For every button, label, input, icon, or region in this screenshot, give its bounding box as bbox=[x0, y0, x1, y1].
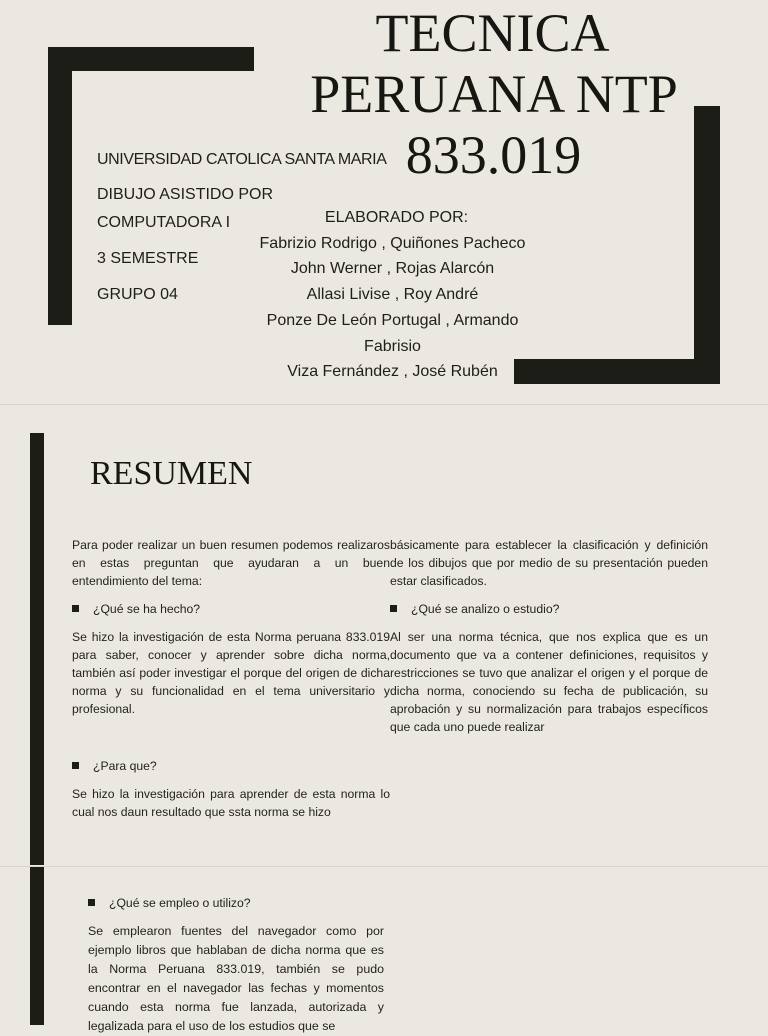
bullet-square-icon bbox=[390, 605, 397, 612]
methods-left-bar bbox=[30, 867, 44, 1025]
author-2: John Werner , Rojas Alarcón bbox=[290, 260, 495, 278]
summary-title: RESUMEN bbox=[90, 455, 253, 492]
methods-slide bbox=[0, 866, 768, 1033]
author-5: Viza Fernández , José Rubén bbox=[287, 363, 498, 381]
authors-heading: ELABORADO POR: bbox=[324, 209, 469, 226]
author-3: Allasi Livise , Roy André bbox=[306, 286, 479, 304]
title-line-3: 833.019 bbox=[405, 125, 582, 185]
bullet-square-icon bbox=[72, 605, 79, 612]
author-4: Ponze De León Portugal , Armando bbox=[266, 311, 519, 329]
course-name-line1: DIBUJO ASISTIDO POR bbox=[97, 186, 274, 203]
answer-4: Se emplearon fuentes del navegador como por ejemplo libros que hablaban de dicha norma que es la Norma Peruana 833.019, también se pudo encontrar en el navegador las fechas y momentos cuando esta norma fue lanzada, autorizada y legalizada para el uso de los estudios que se bbox=[88, 924, 384, 1033]
author-4-cont: Fabrisio bbox=[364, 337, 421, 355]
summary-left-bar bbox=[30, 433, 44, 865]
summary-slide bbox=[0, 404, 768, 865]
answer-2: Al ser una norma técnica, que nos explica que es un documento que va a contener definiciones, requisitos y restricciones se tuvo que analizar el origen y el porque de dicha norma, conociendo su fecha de publicación, su aprobación y su normalización para trabajos específicos que cada uno puede realizar bbox=[390, 630, 708, 734]
university-name: UNIVERSIDAD CATOLICA SANTA MARIA bbox=[97, 151, 387, 168]
question-3-text: ¿Para que? bbox=[93, 759, 157, 773]
frame-left-bar bbox=[48, 47, 72, 325]
title-line-2: PERUANA NTP bbox=[310, 64, 678, 124]
bullet-square-icon bbox=[72, 762, 79, 769]
frame-bottom-bar bbox=[514, 359, 720, 384]
question-3 bbox=[72, 757, 157, 775]
cover-slide bbox=[0, 0, 768, 400]
answer-1: Se hizo la investigación de esta Norma peruana 833.019 para saber, conocer y aprender sobre dicha norma, también así poder investigar el porque del origen de dicha norma y su funcionalidad en el tema universitario y profesional. bbox=[72, 630, 390, 716]
author-1: Fabrizio Rodrigo , Quiñones Pacheco bbox=[259, 234, 526, 252]
question-1 bbox=[72, 600, 200, 618]
group: GRUPO 04 bbox=[97, 286, 178, 303]
frame-top-bar bbox=[48, 47, 254, 71]
question-4-text: ¿Qué se empleo o utilizo? bbox=[109, 896, 251, 910]
authors-block bbox=[255, 205, 530, 385]
answer-3: Se hizo la investigación para aprender de esta norma lo cual nos daun resultado que ssta norma se hizo bbox=[72, 787, 390, 819]
question-1-text: ¿Qué se ha hecho? bbox=[93, 602, 201, 616]
intro-left: Para poder realizar un buen resumen podemos realizaros en estas preguntan que ayudaran a un buen entendimiento del tema: bbox=[72, 538, 390, 588]
course-name-line2: COMPUTADORA I bbox=[97, 214, 231, 231]
title-line-1: TECNICA bbox=[375, 3, 610, 63]
question-4 bbox=[88, 894, 251, 912]
frame-right-bar bbox=[694, 106, 720, 384]
question-2 bbox=[390, 600, 559, 618]
intro-right: básicamente para establecer la clasificación y definición de los dibujos que por medio de su presentación pueden estar clasificados. bbox=[390, 538, 708, 588]
semester: 3 SEMESTRE bbox=[97, 250, 199, 267]
question-2-text: ¿Qué se analizo o estudio? bbox=[411, 602, 560, 616]
bullet-square-icon bbox=[88, 899, 95, 906]
